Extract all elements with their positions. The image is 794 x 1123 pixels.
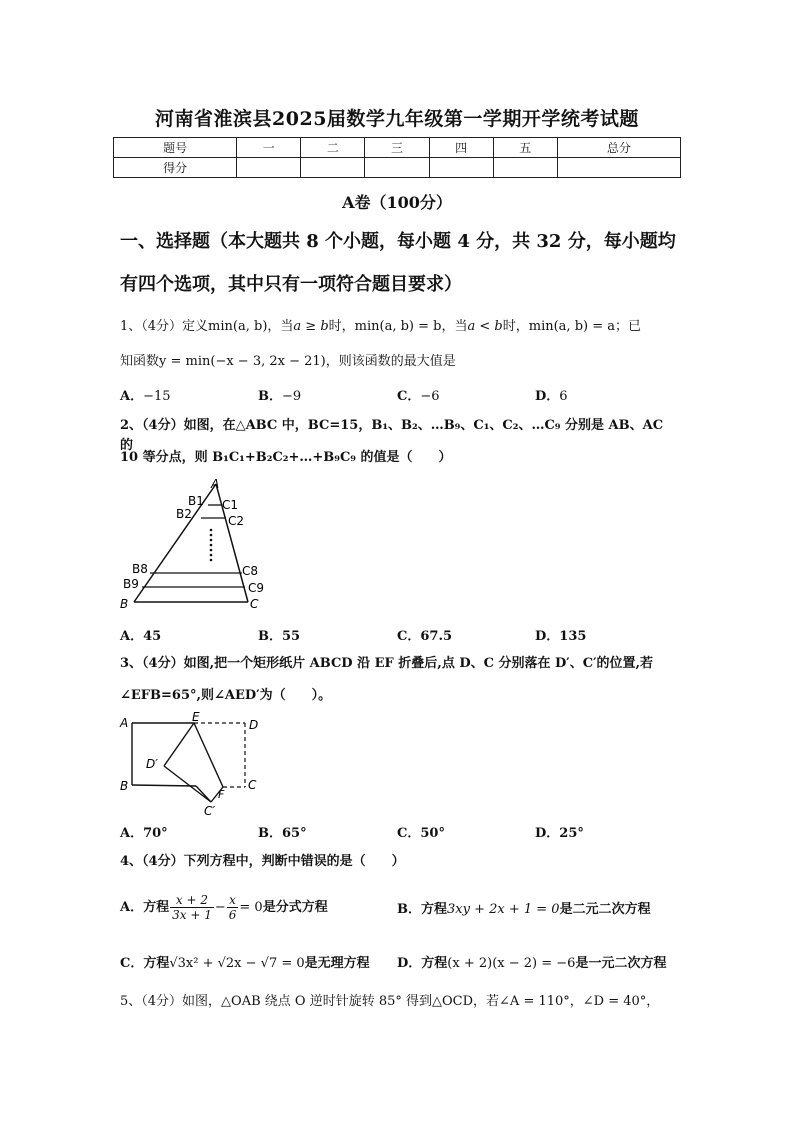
question-2-line-1: 2、（4分）如图，在△ABC 中，BC=15，B₁、B₂、…B₉、C₁、C₂、…C₉ 分别是 AB、AC 的 <box>120 418 664 453</box>
folded-rectangle-figure <box>118 710 268 820</box>
score-table-score-row <box>114 158 681 178</box>
fig-label: E <box>192 710 200 724</box>
q3-option-d[interactable]: D．25° <box>535 826 584 841</box>
score-cell: 总分 <box>557 138 680 158</box>
score-cell: 得分 <box>114 158 237 178</box>
fraction-numerator: x <box>227 893 239 908</box>
fraction-denominator: 6 <box>228 908 237 922</box>
question-2-line-2: 10 等分点，则 B₁C₁+B₂C₂+…+B₉C₉ 的值是（ ） <box>120 450 452 465</box>
q1-text: ；已 <box>615 319 642 334</box>
score-blank <box>365 158 429 178</box>
fig-label: A <box>120 716 129 730</box>
question-4-line-1: 4、（4分）下列方程中，判断中错误的是（ ） <box>120 854 405 869</box>
q2-option-d[interactable]: D．135 <box>535 629 587 644</box>
score-blank <box>301 158 365 178</box>
q4-option-c[interactable]: C．方程√3x² + √2x − √7 = 0是无理方程 <box>120 956 370 971</box>
q1-function: y = min(−x − 3, 2x − 21) <box>159 354 326 369</box>
fig-label: C <box>250 597 259 611</box>
question-3-line-1: 3、（4分）如图,把一个矩形纸片 ABCD 沿 EF 折叠后,点 D、C 分别落在 D′、C′的位置,若 <box>120 656 654 671</box>
fig-label: D <box>249 718 259 732</box>
q3-option-b[interactable]: B．65° <box>258 826 307 841</box>
question-1-line-2 <box>120 352 680 372</box>
q1-formula: min(a, b) <box>208 319 268 334</box>
fig-label: B <box>120 779 129 793</box>
part-heading-line-2: 有四个选项，其中只有一项符合题目要求） <box>120 274 462 295</box>
section-title: A卷（100分） <box>342 193 452 212</box>
fig-label: C8 <box>242 564 259 578</box>
fraction-numerator: x + 2 <box>170 893 214 908</box>
fig-label: B1 <box>188 494 204 508</box>
part-heading-line-1: 一、选择题（本大题共 8 个小题，每小题 4 分，共 32 分，每小题均 <box>120 231 676 252</box>
score-table <box>113 137 681 178</box>
score-cell: 一 <box>237 138 301 158</box>
q4-option-b[interactable]: B．方程3xy + 2x + 1 = 0是二元二次方程 <box>397 902 651 917</box>
q1-option-d[interactable]: D．6 <box>535 389 568 404</box>
fig-label: C1 <box>222 498 239 512</box>
fig-label: C2 <box>228 514 245 528</box>
q2-option-c[interactable]: C．67.5 <box>397 629 453 644</box>
q2-option-b[interactable]: B．55 <box>258 629 301 644</box>
question-3-line-2: ∠EFB=65°,则∠AED′为（ ）。 <box>120 688 332 703</box>
fig-label: D′ <box>146 757 158 771</box>
score-cell: 三 <box>365 138 429 158</box>
q4-option-a[interactable]: A．方程 $\frac{x + 2}{3x + 1}$ − $\frac{x}{6}$ = 0是分式方程 <box>120 893 328 922</box>
score-blank <box>429 158 493 178</box>
q3-option-c[interactable]: C．50° <box>397 826 445 841</box>
page-title: 河南省淮滨县2025届数学九年级第一学期开学统考试题 <box>155 108 639 130</box>
fig-label: B9 <box>123 577 139 591</box>
q1-condition: a < b <box>467 319 503 334</box>
q1-text: 时， <box>502 319 529 334</box>
q1-formula: min(a, b) = b <box>354 319 442 334</box>
score-cell: 二 <box>301 138 365 158</box>
fig-label: A <box>211 477 220 491</box>
q4-option-d[interactable]: D．方程(x + 2)(x − 2) = −6是一元二次方程 <box>397 956 667 971</box>
q2-option-a[interactable]: A．45 <box>120 629 162 644</box>
q1-option-c[interactable]: C．−6 <box>397 389 440 404</box>
fraction-denominator: 3x + 1 <box>172 908 212 922</box>
fig-label: C′ <box>204 804 216 818</box>
score-cell: 四 <box>429 138 493 158</box>
fig-label: F <box>218 788 225 801</box>
q1-text: 知函数 <box>120 354 160 369</box>
score-blank <box>237 158 301 178</box>
fig-label: B2 <box>176 507 192 521</box>
question-5-line-1: 5、（4分）如图，△OAB 绕点 O 逆时针旋转 85° 得到△OCD，若∠A = 110°，∠D = 40°， <box>120 994 660 1009</box>
q1-condition: a ≥ b <box>293 319 329 334</box>
q1-text: ，当 <box>267 319 294 334</box>
q3-option-a[interactable]: A．70° <box>120 826 168 841</box>
q1-text: 时， <box>328 319 355 334</box>
question-1-line-1 <box>120 317 680 337</box>
score-cell: 五 <box>493 138 557 158</box>
q1-text: 1、（4分）定义 <box>120 319 209 334</box>
q1-text: ，则该函数的最大值是 <box>325 354 456 369</box>
score-table-header-row <box>114 138 681 158</box>
fig-label: B8 <box>132 562 148 576</box>
score-cell: 题号 <box>114 138 237 158</box>
score-blank <box>493 158 557 178</box>
q1-text: ，当 <box>441 319 468 334</box>
q1-option-a[interactable]: A．−15 <box>120 389 171 404</box>
q1-formula: min(a, b) = a <box>528 319 615 334</box>
fig-label: B <box>120 597 129 611</box>
q1-option-b[interactable]: B．−9 <box>258 389 302 404</box>
fig-label: C9 <box>248 581 265 595</box>
score-blank <box>557 158 680 178</box>
fig-label: C <box>248 778 257 792</box>
triangle-figure <box>118 476 268 616</box>
